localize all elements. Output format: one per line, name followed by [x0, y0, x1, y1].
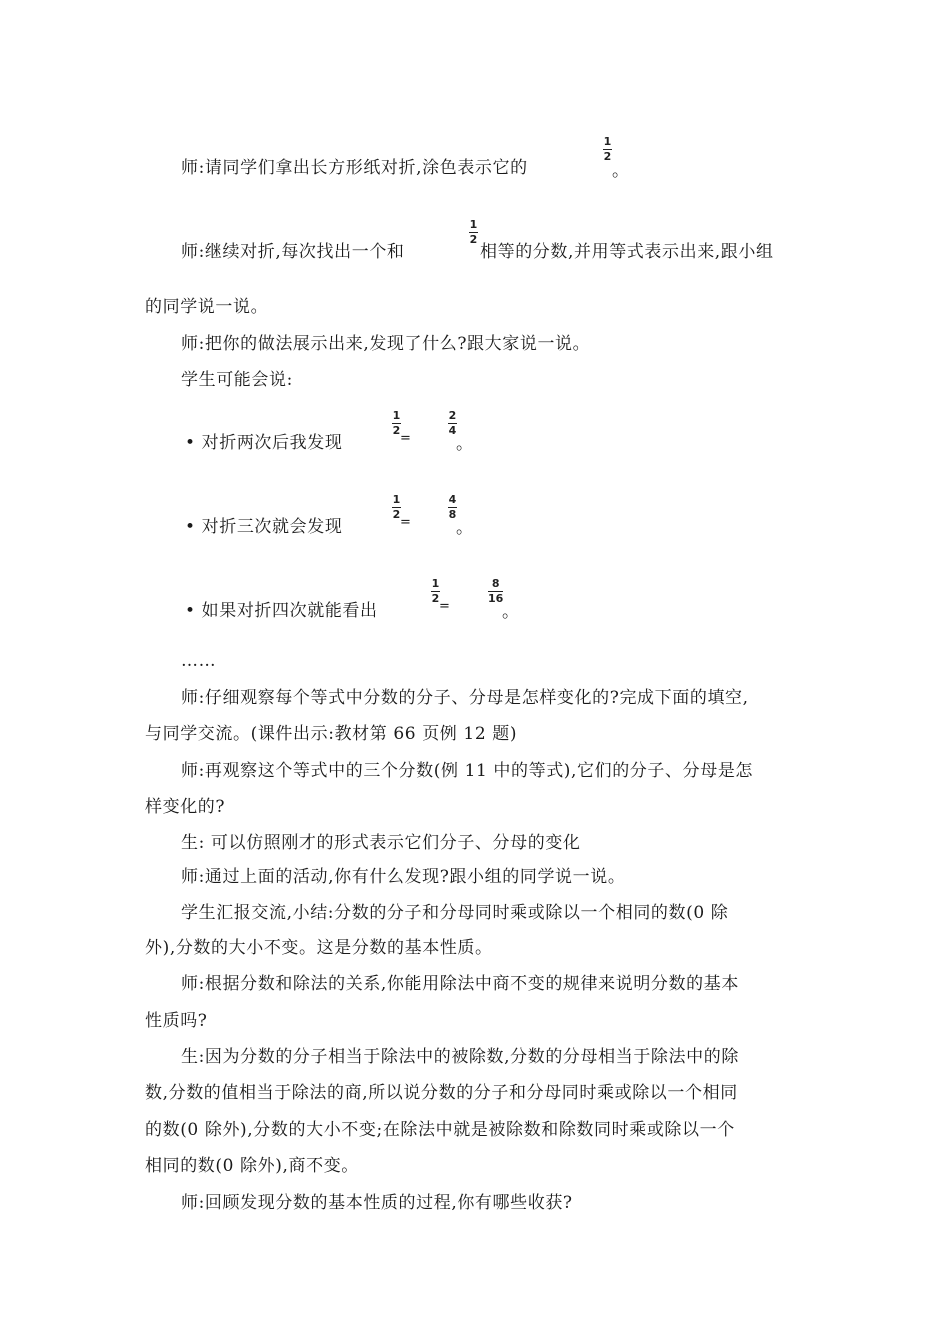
- bullet-1: • 对折两次后我发现: [185, 433, 343, 453]
- paragraph-11-line-1: 生:因为分数的分子相当于除法中的被除数,分数的分母相当于除法中的除: [181, 1047, 739, 1067]
- ellipsis: ……: [181, 651, 217, 671]
- paragraph-6-line-2: 样变化的?: [145, 797, 226, 817]
- fraction-numerator: 1: [392, 493, 401, 506]
- paragraph-2-line-2: 的同学说一说。: [145, 297, 269, 317]
- period: 。: [456, 434, 473, 454]
- bullet-3: • 如果对折四次就能看出: [185, 601, 378, 621]
- paragraph-7: 生: 可以仿照刚才的形式表示它们分子、分母的变化: [181, 833, 581, 853]
- fraction-numerator: 4: [448, 493, 457, 506]
- fraction-denominator: 2: [469, 233, 478, 246]
- fraction-numerator: 1: [392, 409, 401, 422]
- paragraph-2-line-1: 师:继续对折,每次找出一个和: [181, 242, 405, 262]
- fraction-denominator: 2: [431, 592, 440, 605]
- fraction-half-1: [603, 136, 612, 163]
- paragraph-6-line-1: 师:再观察这个等式中的三个分数(例 11 中的等式),它们的分子、分母是怎: [181, 761, 754, 781]
- equals-sign: =: [400, 431, 411, 446]
- paragraph-11-line-3: 的数(0 除外),分数的大小不变;在除法中就是被除数和除数同时乘或除以一个: [145, 1120, 735, 1140]
- bullet-2: • 对折三次就会发现: [185, 517, 343, 537]
- fraction-half-2: [469, 219, 478, 246]
- fraction-denominator: 8: [448, 508, 457, 521]
- fraction-numerator: 1: [431, 577, 440, 590]
- paragraph-12: 师:回顾发现分数的基本性质的过程,你有哪些收获?: [181, 1193, 573, 1213]
- fraction-denominator: 2: [392, 508, 401, 521]
- paragraph-2-line-1-cont: 相等的分数,并用等式表示出来,跟小组: [480, 242, 774, 262]
- equals-sign: =: [439, 599, 450, 614]
- paragraph-11-line-2: 数,分数的值相当于除法的商,所以说分数的分子和分母同时乘或除以一个相同: [145, 1083, 738, 1103]
- equals-sign: =: [400, 515, 411, 530]
- paragraph-10-line-2: 性质吗?: [145, 1011, 208, 1031]
- fraction-numerator: 1: [603, 135, 612, 148]
- period: 。: [502, 602, 519, 622]
- paragraph-5-line-2: 与同学交流。(课件出示:教材第 66 页例 12 题): [145, 724, 518, 744]
- fraction-numerator: 2: [448, 409, 457, 422]
- period: 。: [612, 161, 629, 181]
- paragraph-11-line-4: 相同的数(0 除外),商不变。: [145, 1156, 359, 1176]
- period: 。: [456, 518, 473, 538]
- fraction-denominator: 4: [448, 424, 457, 437]
- fraction-numerator: 8: [491, 577, 500, 590]
- paragraph-9-line-2: 外),分数的大小不变。这是分数的基本性质。: [145, 938, 493, 958]
- fraction-denominator: 2: [392, 424, 401, 437]
- paragraph-10-line-1: 师:根据分数和除法的关系,你能用除法中商不变的规律来说明分数的基本: [181, 974, 739, 994]
- paragraph-9-line-1: 学生汇报交流,小结:分数的分子和分母同时乘或除以一个相同的数(0 除: [181, 903, 729, 923]
- paragraph-5-line-1: 师:仔细观察每个等式中分数的分子、分母是怎样变化的?完成下面的填空,: [181, 688, 749, 708]
- paragraph-1: 师:请同学们拿出长方形纸对折,涂色表示它的: [181, 158, 528, 178]
- paragraph-8: 师:通过上面的活动,你有什么发现?跟小组的同学说一说。: [181, 867, 626, 887]
- fraction-denominator: 2: [603, 150, 612, 163]
- fraction-denominator: 16: [488, 592, 504, 605]
- paragraph-3: 师:把你的做法展示出来,发现了什么?跟大家说一说。: [181, 334, 591, 354]
- fraction-numerator: 1: [469, 218, 478, 231]
- paragraph-4: 学生可能会说:: [181, 370, 293, 390]
